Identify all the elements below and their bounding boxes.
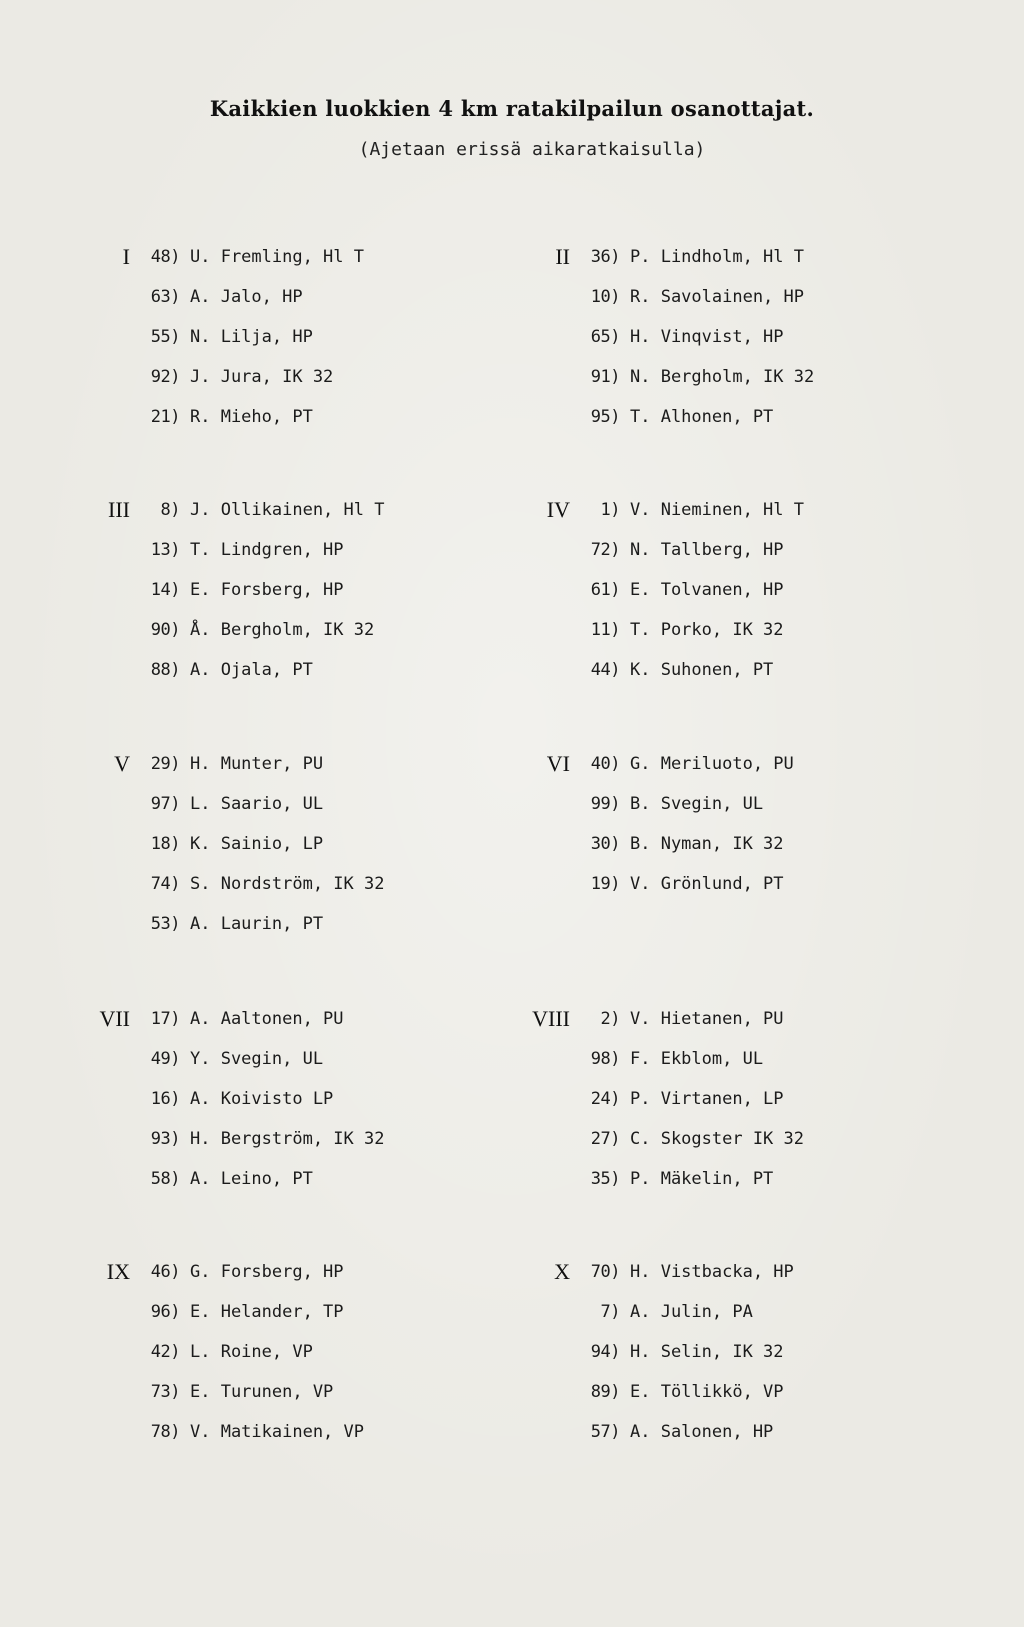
entry-name: A. Aaltonen, PU xyxy=(190,1009,344,1029)
entry-row xyxy=(530,367,1000,407)
entry-number: 57) xyxy=(590,1422,620,1442)
entry-row xyxy=(90,754,560,794)
entry-number: 7) xyxy=(600,1302,620,1322)
entry-row xyxy=(90,1422,560,1462)
entry-number: 92) xyxy=(150,367,180,387)
entry-name: E. Töllikkö, VP xyxy=(630,1382,784,1402)
entry-number: 48) xyxy=(150,247,180,267)
entry-row xyxy=(530,540,1000,580)
heat-number: V xyxy=(114,751,130,776)
entry-row xyxy=(90,874,560,914)
entry-row xyxy=(530,1089,1000,1129)
entry-number: 91) xyxy=(590,367,620,387)
entry-row xyxy=(530,1049,1000,1089)
entry-row xyxy=(530,1342,1000,1382)
entry-row xyxy=(90,407,560,447)
entry-name: K. Sainio, LP xyxy=(190,834,324,854)
entry-number: 58) xyxy=(150,1169,180,1189)
entry-number: 44) xyxy=(590,660,620,680)
entry-number: 88) xyxy=(150,660,180,680)
entry-number: 17) xyxy=(150,1009,180,1029)
entry-row xyxy=(530,1129,1000,1169)
entry-number: 97) xyxy=(150,794,180,814)
entry-number: 42) xyxy=(150,1342,180,1362)
entry-row xyxy=(530,327,1000,367)
entry-name: V. Grönlund, PT xyxy=(630,874,784,894)
heat-number: X xyxy=(554,1259,570,1284)
entry-name: V. Matikainen, VP xyxy=(190,1422,364,1442)
entry-row xyxy=(90,1089,560,1129)
heat-number: VI xyxy=(546,751,570,776)
entry-name: N. Bergholm, IK 32 xyxy=(630,367,815,387)
entry-name: H. Bergström, IK 32 xyxy=(190,1129,385,1149)
entry-row xyxy=(90,1302,560,1342)
entry-row xyxy=(530,1262,1000,1302)
entry-name: V. Nieminen, Hl T xyxy=(630,500,804,520)
entry-name: Y. Svegin, UL xyxy=(190,1049,324,1069)
entry-row xyxy=(530,500,1000,540)
entry-number: 11) xyxy=(590,620,620,640)
entry-name: J. Jura, IK 32 xyxy=(190,367,334,387)
entry-name: P. Virtanen, LP xyxy=(630,1089,784,1109)
entry-number: 98) xyxy=(590,1049,620,1069)
entry-number: 49) xyxy=(150,1049,180,1069)
entry-name: T. Alhonen, PT xyxy=(630,407,774,427)
entry-row xyxy=(530,1382,1000,1422)
entry-number: 27) xyxy=(590,1129,620,1149)
entry-row xyxy=(530,1169,1000,1209)
page-subtitle: (Ajetaan erissä aikaratkaisulla) xyxy=(358,139,706,160)
entry-row xyxy=(90,247,560,287)
entry-row xyxy=(530,1422,1000,1462)
entry-name: L. Roine, VP xyxy=(190,1342,313,1362)
entry-row xyxy=(90,540,560,580)
entry-name: N. Lilja, HP xyxy=(190,327,313,347)
entry-name: A. Jalo, HP xyxy=(190,287,303,307)
entry-name: S. Nordström, IK 32 xyxy=(190,874,385,894)
heat-number: IV xyxy=(546,497,570,522)
entry-number: 74) xyxy=(150,874,180,894)
entry-name: G. Forsberg, HP xyxy=(190,1262,344,1282)
entry-number: 72) xyxy=(590,540,620,560)
entry-row xyxy=(90,620,560,660)
entry-name: E. Forsberg, HP xyxy=(190,580,344,600)
entry-number: 35) xyxy=(590,1169,620,1189)
entry-row xyxy=(90,580,560,620)
entry-row xyxy=(90,660,560,700)
entry-number: 13) xyxy=(150,540,180,560)
entry-number: 96) xyxy=(150,1302,180,1322)
entry-number: 73) xyxy=(150,1382,180,1402)
entry-number: 8) xyxy=(160,500,180,520)
entry-name: E. Tolvanen, HP xyxy=(630,580,784,600)
entry-row xyxy=(530,1009,1000,1049)
entry-name: H. Vistbacka, HP xyxy=(630,1262,794,1282)
entry-row xyxy=(530,794,1000,834)
entry-number: 53) xyxy=(150,914,180,934)
entry-number: 10) xyxy=(590,287,620,307)
entry-name: A. Laurin, PT xyxy=(190,914,324,934)
entry-number: 78) xyxy=(150,1422,180,1442)
entry-name: R. Savolainen, HP xyxy=(630,287,804,307)
heat-number: VII xyxy=(99,1006,130,1031)
entry-name: A. Leino, PT xyxy=(190,1169,313,1189)
entry-number: 14) xyxy=(150,580,180,600)
entry-number: 29) xyxy=(150,754,180,774)
entry-name: E. Helander, TP xyxy=(190,1302,344,1322)
entry-row xyxy=(530,287,1000,327)
entry-row xyxy=(90,1342,560,1382)
entry-row xyxy=(530,660,1000,700)
entry-name: T. Lindgren, HP xyxy=(190,540,344,560)
entry-name: A. Salonen, HP xyxy=(630,1422,774,1442)
entry-row xyxy=(90,1009,560,1049)
entry-row xyxy=(530,247,1000,287)
entry-name: C. Skogster IK 32 xyxy=(630,1129,804,1149)
entry-row xyxy=(90,367,560,407)
entry-number: 46) xyxy=(150,1262,180,1282)
entry-row xyxy=(90,1049,560,1089)
entry-name: A. Julin, PA xyxy=(630,1302,753,1322)
entry-name: Å. Bergholm, IK 32 xyxy=(190,620,375,640)
entry-row xyxy=(530,834,1000,874)
entry-number: 40) xyxy=(590,754,620,774)
entry-name: F. Ekblom, UL xyxy=(630,1049,764,1069)
entry-row xyxy=(530,874,1000,914)
entry-name: J. Ollikainen, Hl T xyxy=(190,500,385,520)
entry-name: L. Saario, UL xyxy=(190,794,324,814)
heat-number: I xyxy=(122,244,130,269)
entry-name: G. Meriluoto, PU xyxy=(630,754,794,774)
entry-number: 90) xyxy=(150,620,180,640)
entry-number: 16) xyxy=(150,1089,180,1109)
entry-name: P. Mäkelin, PT xyxy=(630,1169,774,1189)
entry-row xyxy=(90,914,560,954)
entry-name: U. Fremling, Hl T xyxy=(190,247,364,267)
entry-name: R. Mieho, PT xyxy=(190,407,313,427)
entry-number: 61) xyxy=(590,580,620,600)
entry-row xyxy=(530,407,1000,447)
entry-number: 95) xyxy=(590,407,620,427)
entry-name: H. Vinqvist, HP xyxy=(630,327,784,347)
entry-row xyxy=(90,327,560,367)
heat-number: II xyxy=(555,244,570,269)
entry-row xyxy=(90,287,560,327)
entry-row xyxy=(90,1129,560,1169)
entry-name: B. Svegin, UL xyxy=(630,794,764,814)
entry-row xyxy=(90,1262,560,1302)
entry-number: 65) xyxy=(590,327,620,347)
entry-row xyxy=(530,620,1000,660)
entry-row xyxy=(90,500,560,540)
entry-name: A. Koivisto LP xyxy=(190,1089,334,1109)
entry-name: P. Lindholm, Hl T xyxy=(630,247,804,267)
entry-number: 30) xyxy=(590,834,620,854)
entry-row xyxy=(530,580,1000,620)
entry-row xyxy=(90,794,560,834)
entry-name: V. Hietanen, PU xyxy=(630,1009,784,1029)
page-title: Kaikkien luokkien 4 km ratakilpailun osanottajat. xyxy=(209,96,815,121)
entry-number: 89) xyxy=(590,1382,620,1402)
entry-name: N. Tallberg, HP xyxy=(630,540,784,560)
entry-number: 63) xyxy=(150,287,180,307)
entry-name: B. Nyman, IK 32 xyxy=(630,834,784,854)
entry-row xyxy=(530,754,1000,794)
entry-number: 19) xyxy=(590,874,620,894)
entry-row xyxy=(530,1302,1000,1342)
entry-number: 99) xyxy=(590,794,620,814)
heat-number: III xyxy=(108,497,130,522)
entry-name: H. Selin, IK 32 xyxy=(630,1342,784,1362)
entry-name: E. Turunen, VP xyxy=(190,1382,334,1402)
entry-row xyxy=(90,834,560,874)
entry-number: 18) xyxy=(150,834,180,854)
entry-number: 24) xyxy=(590,1089,620,1109)
entry-number: 1) xyxy=(600,500,620,520)
heat-number: IX xyxy=(106,1259,130,1284)
entry-row xyxy=(90,1382,560,1422)
entry-number: 93) xyxy=(150,1129,180,1149)
entry-number: 36) xyxy=(590,247,620,267)
entry-number: 55) xyxy=(150,327,180,347)
entry-number: 2) xyxy=(600,1009,620,1029)
entry-name: A. Ojala, PT xyxy=(190,660,313,680)
entry-number: 21) xyxy=(150,407,180,427)
entry-name: K. Suhonen, PT xyxy=(630,660,774,680)
entry-number: 94) xyxy=(590,1342,620,1362)
entry-number: 70) xyxy=(590,1262,620,1282)
entry-name: T. Porko, IK 32 xyxy=(630,620,784,640)
entry-row xyxy=(90,1169,560,1209)
heat-number: VIII xyxy=(532,1006,570,1031)
entry-name: H. Munter, PU xyxy=(190,754,324,774)
